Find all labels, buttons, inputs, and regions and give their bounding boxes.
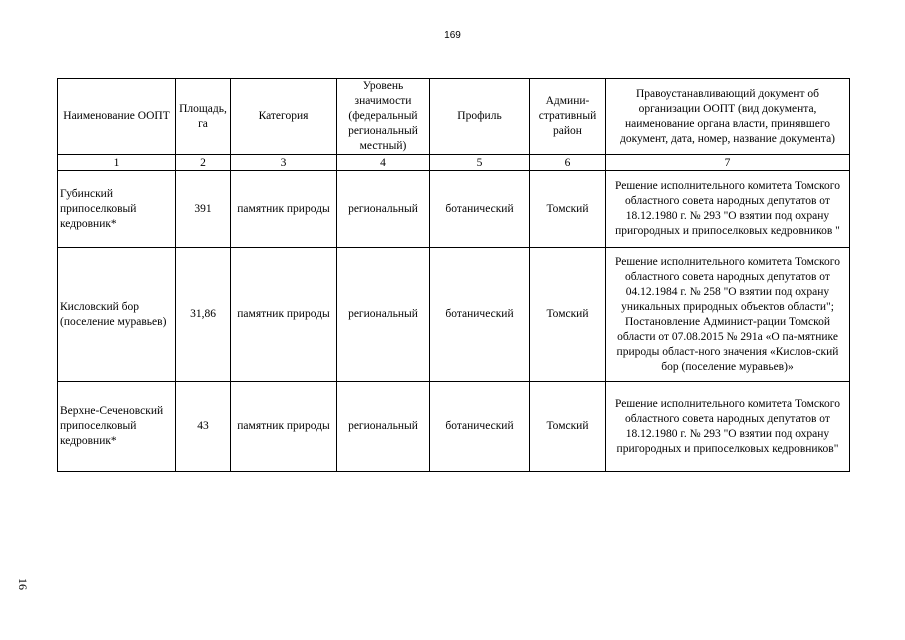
- table-row: [58, 382, 850, 472]
- page-number: 169: [444, 30, 461, 41]
- header-profile: Профиль: [430, 79, 530, 155]
- table-header-row: [58, 79, 850, 155]
- column-number: 4: [337, 155, 430, 171]
- cell-profile: ботанический: [430, 171, 530, 248]
- cell-area: 31,86: [176, 248, 231, 382]
- protected-areas-table: [57, 78, 850, 472]
- cell-level: региональный: [337, 248, 430, 382]
- cell-level: региональный: [337, 382, 430, 472]
- cell-document: Решение исполнительного комитета Томского областного совета народных депутатов от 18.12.1980 г. № 293 "О взятии под охрану пригородных и припоселковых кедровников": [606, 382, 850, 472]
- header-level: Уровень значимости (федеральный региональный местный): [337, 79, 430, 155]
- cell-level: региональный: [337, 171, 430, 248]
- header-document: Правоустанавливающий документ об организации ООПТ (вид документа, наименование органа власти, принявшего документ, дата, номер, название документа): [606, 79, 850, 155]
- table-row: [58, 248, 850, 382]
- cell-category: памятник природы: [231, 248, 337, 382]
- table-row: [58, 171, 850, 248]
- cell-district: Томский: [530, 382, 606, 472]
- cell-document: Решение исполнительного комитета Томского областного совета народных депутатов от 04.12.1984 г. № 258 "О взятии под охрану уникальных природных объектов области"; Постановление Админист-рации Томской области от 07.08.2015 № 291а «О па-мятнике природы област-ного значения «Кислов-ский бор (поселение муравьев)»: [606, 248, 850, 382]
- cell-district: Томский: [530, 248, 606, 382]
- column-number: 1: [58, 155, 176, 171]
- header-district: Админи-стративный район: [530, 79, 606, 155]
- header-category: Категория: [231, 79, 337, 155]
- cell-name: Верхне-Сеченовский припоселковый кедровник*: [58, 382, 176, 472]
- cell-category: памятник природы: [231, 171, 337, 248]
- side-page-number: 16: [16, 578, 30, 590]
- cell-document: Решение исполнительного комитета Томского областного совета народных депутатов от 18.12.1980 г. № 293 "О взятии под охрану пригородных и припоселковых кедровников ": [606, 171, 850, 248]
- cell-profile: ботанический: [430, 248, 530, 382]
- header-name: Наименование ООПТ: [58, 79, 176, 155]
- cell-area: 391: [176, 171, 231, 248]
- column-number: 6: [530, 155, 606, 171]
- cell-area: 43: [176, 382, 231, 472]
- header-area: Площадь, га: [176, 79, 231, 155]
- column-number: 3: [231, 155, 337, 171]
- cell-profile: ботанический: [430, 382, 530, 472]
- column-number: 7: [606, 155, 850, 171]
- cell-category: памятник природы: [231, 382, 337, 472]
- cell-district: Томский: [530, 171, 606, 248]
- cell-name: Кисловский бор (поселение муравьев): [58, 248, 176, 382]
- column-number: 2: [176, 155, 231, 171]
- cell-name: Губинский припоселковый кедровник*: [58, 171, 176, 248]
- column-number-row: [58, 155, 850, 171]
- column-number: 5: [430, 155, 530, 171]
